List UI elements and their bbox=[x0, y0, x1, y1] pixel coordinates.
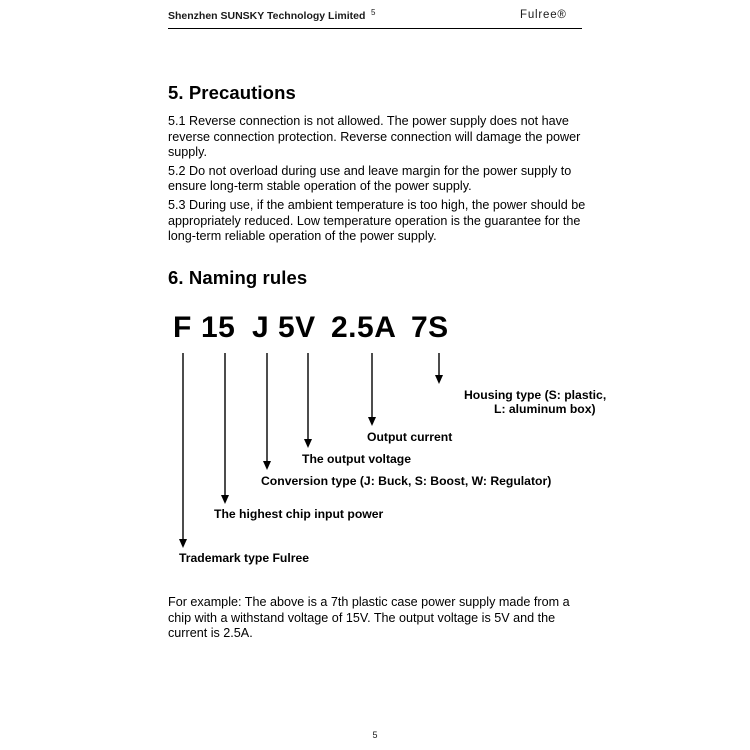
footer-page-number: 5 bbox=[372, 730, 378, 740]
example-paragraph: For example: The above is a 7th plastic case power supply made from a chip with a withstand voltage of 15V. The output voltage is 5V and the current is 2.5A. bbox=[168, 595, 570, 641]
header-company-name: Shenzhen SUNSKY Technology Limited bbox=[168, 10, 366, 22]
code-token-conversion: J bbox=[252, 310, 270, 344]
naming-rules-diagram bbox=[168, 310, 607, 591]
callout-housing-type bbox=[464, 388, 606, 416]
naming-rules-title: 6. Naming rules bbox=[168, 266, 308, 288]
arrow-housing-icon bbox=[433, 353, 445, 385]
callout-housing-line2: L: aluminum box) bbox=[494, 401, 596, 416]
code-token-trademark: F bbox=[173, 310, 192, 344]
precaution-paragraph-3: 5.3 During use, if the ambient temperature is too high, the power should be appropriately reduced. Low temperature operation is the guarantee for the long-term reliable operation of the power supply. bbox=[168, 197, 586, 244]
code-token-current: 2.5A bbox=[331, 310, 397, 344]
naming-code-row bbox=[168, 311, 588, 351]
document-content bbox=[168, 82, 607, 591]
header-divider bbox=[168, 28, 582, 29]
arrow-conversion-type-icon bbox=[261, 353, 273, 471]
header-brand: Fulree® bbox=[520, 9, 567, 21]
arrow-chip-power-icon bbox=[219, 353, 231, 505]
callout-housing-line1: Housing type (S: plastic, bbox=[464, 387, 607, 402]
precaution-paragraph-1: 5.1 Reverse connection is not allowed. The power supply does not have reverse connection protection. Reverse connection will damage the power supply. bbox=[168, 114, 581, 160]
page-header bbox=[168, 8, 582, 28]
callout-output-current: Output current bbox=[367, 429, 453, 444]
header-page-marker: 5 bbox=[371, 8, 376, 17]
callout-trademark-type: Trademark type Fulree bbox=[179, 550, 310, 565]
example-block bbox=[168, 595, 588, 642]
callout-conversion-type: Conversion type (J: Buck, S: Boost, W: Regulator) bbox=[261, 473, 552, 488]
code-token-power: 15 bbox=[201, 310, 236, 344]
callout-output-voltage: The output voltage bbox=[302, 451, 412, 466]
precautions-title: 5. Precautions bbox=[168, 82, 296, 103]
code-token-voltage: 5V bbox=[278, 310, 316, 344]
callout-chip-input-power: The highest chip input power bbox=[214, 506, 384, 521]
arrow-output-current-icon bbox=[366, 353, 378, 427]
arrow-output-voltage-icon bbox=[302, 353, 314, 449]
code-token-housing: 7S bbox=[411, 310, 449, 344]
precaution-paragraph-2: 5.2 Do not overload during use and leave margin for the power supply to ensure long-term stable operation of the power supply. bbox=[168, 163, 572, 194]
arrow-trademark-icon bbox=[177, 353, 189, 549]
